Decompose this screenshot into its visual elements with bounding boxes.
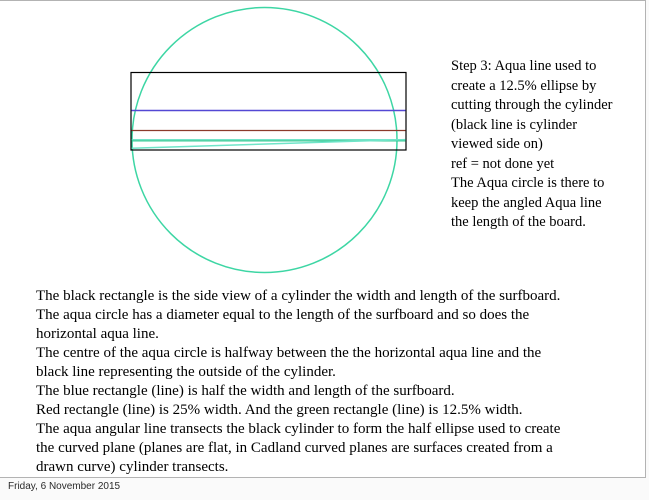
text-line: The aqua circle has a diameter equal to the length of the surfboard and so does the <box>36 307 530 323</box>
text-line: horizontal aqua line. <box>36 326 159 342</box>
text-line: The aqua angular line transects the black cylinder to form the half ellipse used to create <box>36 421 561 437</box>
text-line: viewed side on) <box>451 136 543 152</box>
text-line: Step 3: Aqua line used to <box>451 58 597 74</box>
text-line: cutting through the cylinder <box>451 97 613 113</box>
step3-note <box>451 57 647 233</box>
text-line: ref = not done yet <box>451 155 555 172</box>
text-line: The black rectangle is the side view of a cylinder the width and length of the surfboard. <box>36 288 561 304</box>
cylinder-side-rectangle <box>131 73 406 151</box>
text-line: the curved plane (planes are flat, in Cadland curved planes are surfaces created from a <box>36 440 553 456</box>
text-line: The blue rectangle (line) is half the width and length of the surfboard. <box>36 383 455 399</box>
text-line: The centre of the aqua circle is halfway between the the horizontal aqua line and the <box>36 345 542 361</box>
text-line: create a 12.5% ellipse by <box>451 77 597 94</box>
text-line: black line representing the outside of the cylinder. <box>36 364 336 380</box>
footer-date: Friday, 6 November 2015 <box>8 481 121 492</box>
text-line: the length of the board. <box>451 214 586 230</box>
text-line: (black line is cylinder <box>451 116 578 133</box>
text-line: Red rectangle (line) is 25% width. And the green rectangle (line) is 12.5% width. <box>36 402 523 418</box>
text-line: keep the angled Aqua line <box>451 194 602 211</box>
text-line: drawn curve) cylinder transects. <box>36 459 229 475</box>
text-line: The Aqua circle is there to <box>451 175 605 191</box>
description-paragraph <box>36 287 632 477</box>
